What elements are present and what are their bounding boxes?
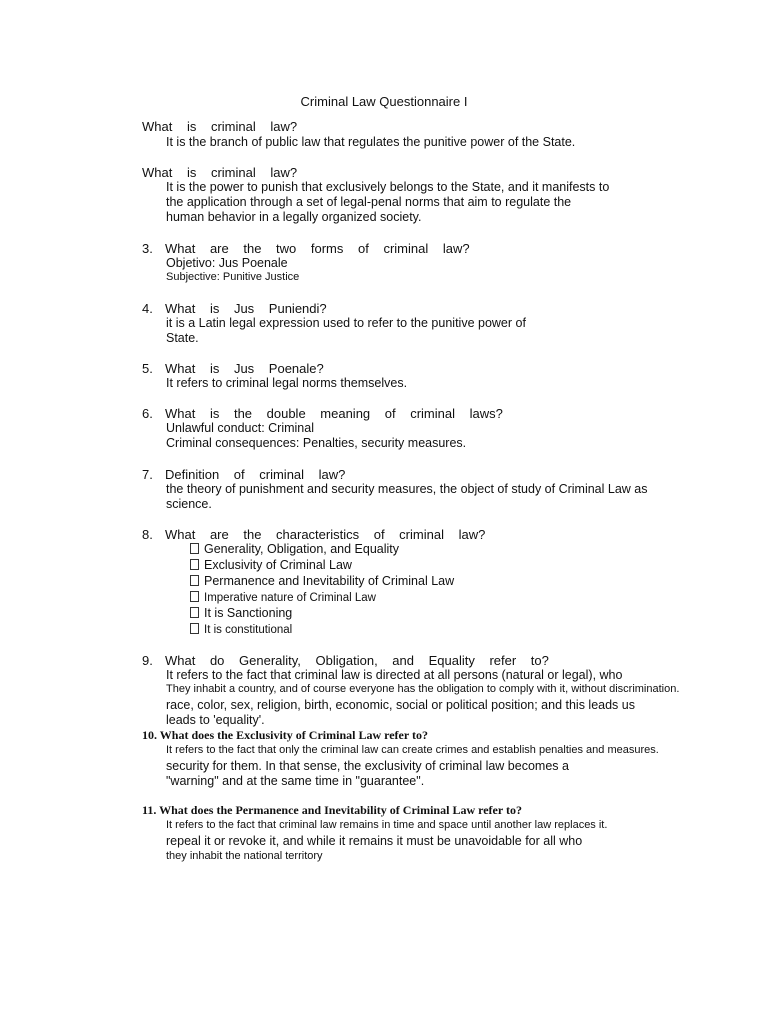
characteristic-label: Imperative nature of Criminal Law [204,592,376,604]
question-4-number: 4. [142,301,153,316]
answer-7-line-2: science. [166,497,212,511]
question-1-text: What is criminal law? [142,119,298,134]
question-8 [142,527,485,542]
answer-11-line-1: It refers to the fact that criminal law remains in time and space until another law replaces it. [166,819,608,831]
answer-11-line-2: repeal it or revoke it, and while it remains it must be unavoidable for all who [166,834,583,848]
checkbox-glyph-icon [190,591,199,602]
question-2 [142,165,297,180]
question-9-text: What do Generality, Obligation, and Equality refer to? [165,653,549,668]
answer-4-line-1: it is a Latin legal expression used to refer to the punitive power of [166,316,526,330]
characteristic-item [190,606,292,620]
question-6 [142,406,503,421]
characteristic-label: Permanence and Inevitability of Criminal Law [204,574,455,588]
question-7 [142,467,345,482]
question-5 [142,361,324,376]
question-9-number: 9. [142,653,153,668]
question-9 [142,653,549,668]
answer-9-line-4: leads to 'equality'. [166,713,265,727]
question-5-text: What is Jus Poenale? [165,361,324,376]
question-4-text: What is Jus Puniendi? [165,301,327,316]
question-7-text: Definition of criminal law? [165,467,346,482]
question-5-number: 5. [142,361,153,376]
answer-3-line-1: Objetivo: Jus Poenale [166,256,288,270]
checkbox-glyph-icon [190,559,199,570]
checkbox-glyph-icon [190,575,199,586]
answer-2-line-1: It is the power to punish that exclusively belongs to the State, and it manifests to [166,180,610,194]
question-3-number: 3. [142,241,153,256]
question-2-text: What is criminal law? [142,165,298,180]
question-3 [142,241,470,256]
question-6-text: What is the double meaning of criminal laws? [165,406,503,421]
checkbox-glyph-icon [190,623,199,634]
answer-10-line-3: "warning" and at the same time in "guarantee". [166,774,425,788]
answer-9-line-3: race, color, sex, religion, birth, economic, social or political position; and this leads us [166,698,635,712]
answer-4-line-2: State. [166,331,199,345]
question-10: 10. What does the Exclusivity of Criminal Law refer to? [142,728,428,742]
characteristic-label: It is Sanctioning [204,606,293,620]
answer-9-line-2: They inhabit a country, and of course everyone has the obligation to comply with it, without discrimination. [166,683,680,695]
characteristic-label: Generality, Obligation, and Equality [204,542,400,556]
characteristic-item [190,623,292,636]
question-8-text: What are the characteristics of criminal law? [165,527,486,542]
answer-3-line-2: Subjective: Punitive Justice [166,271,300,283]
characteristic-item [190,574,454,588]
checkbox-glyph-icon [190,543,199,554]
answer-6-line-2: Criminal consequences: Penalties, security measures. [166,436,467,450]
question-3-text: What are the two forms of criminal law? [165,241,470,256]
answer-1: It is the branch of public law that regulates the punitive power of the State. [166,135,576,149]
characteristic-item [190,591,376,604]
question-11: 11. What does the Permanence and Inevitability of Criminal Law refer to? [142,803,522,817]
question-7-number: 7. [142,467,153,482]
characteristic-label: Exclusivity of Criminal Law [204,558,352,572]
question-8-number: 8. [142,527,153,542]
question-1 [142,119,297,134]
checkbox-glyph-icon [190,607,199,618]
answer-2-line-3: human behavior in a legally organized society. [166,210,422,224]
answer-5: It refers to criminal legal norms themselves. [166,376,408,390]
answer-9-line-1: It refers to the fact that criminal law is directed at all persons (natural or legal), who [166,668,623,682]
answer-6-line-1: Unlawful conduct: Criminal [166,421,314,435]
characteristic-item [190,542,399,556]
document-title: Criminal Law Questionnaire I [300,94,468,109]
answer-11-line-3: they inhabit the national territory [166,850,323,862]
question-4 [142,301,327,316]
answer-7-line-1: the theory of punishment and security measures, the object of study of Criminal Law as [166,482,648,496]
answer-10-line-2: security for them. In that sense, the exclusivity of criminal law becomes a [166,759,569,773]
question-6-number: 6. [142,406,153,421]
characteristic-label: It is constitutional [204,624,293,636]
answer-2-line-2: the application through a set of legal-penal norms that aim to regulate the [166,195,572,209]
answer-10-line-1: It refers to the fact that only the criminal law can create crimes and establish penalties and measures. [166,744,659,756]
characteristic-item [190,558,352,572]
